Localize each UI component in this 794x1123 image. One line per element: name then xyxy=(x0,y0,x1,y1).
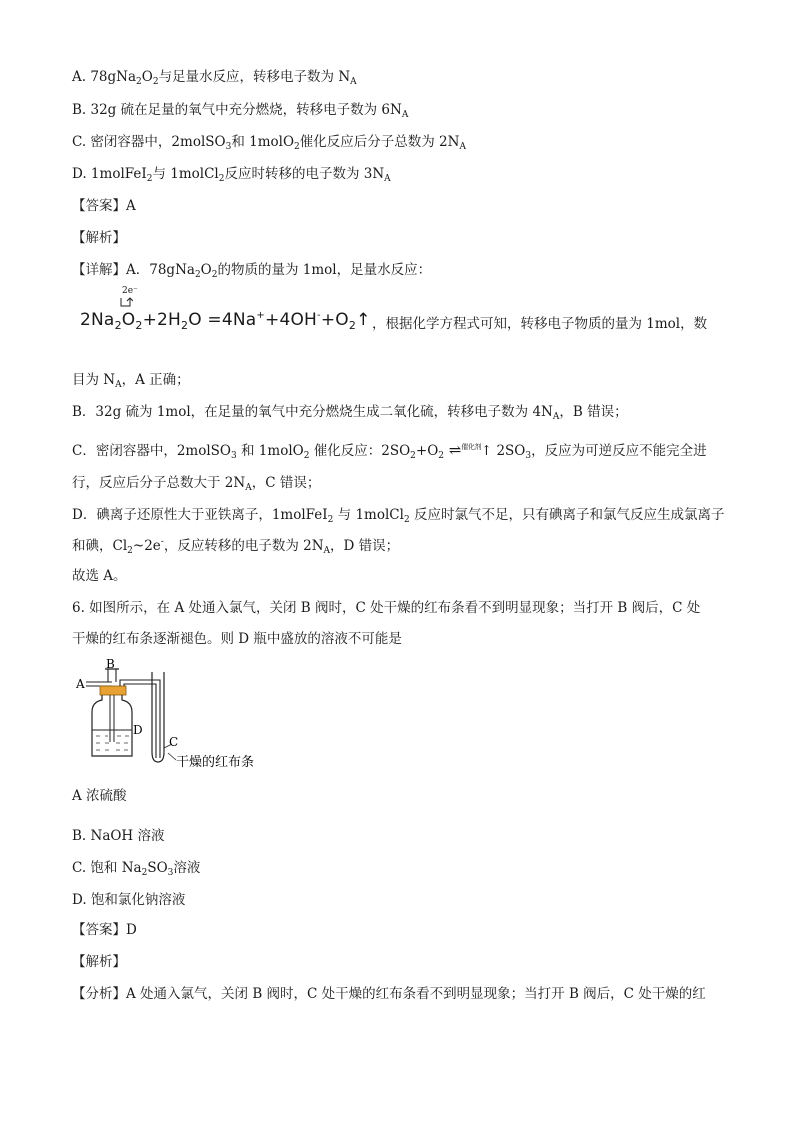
option-d: D. 1molFeI$_2$与 1molCl$_2$反应时转移的电子数为 $3N_A$ xyxy=(72,166,391,184)
detail-a: 【详解】A．$78gNa_2O_2$的物质的量为 1mol，足量水反应： xyxy=(72,262,432,280)
analysis-text: 【分析】A 处通入氯气，关闭 B 阀时，C 处干燥的红布条看不到明显现象；当打开 B 阀后，C 处干燥的红 xyxy=(72,986,706,1002)
label-c: C xyxy=(169,735,179,749)
analysis-label: 【解析】 xyxy=(72,230,126,246)
option-a: A. $78gNa_2O_2$与足量水反应，转移电子数为 $N_A$ xyxy=(72,69,357,87)
apparatus-diagram xyxy=(72,658,312,773)
electron-transfer-label: 2e⁻ xyxy=(122,286,138,296)
q6-option-d: D. 饱和氯化钠溶液 xyxy=(72,892,186,908)
question-6-line1: 6. 如图所示，在 A 处通入氯气，关闭 B 阀时，C 处干燥的红布条看不到明显现象；当打开 B 阀后，C 处 xyxy=(72,600,701,616)
label-red-cloth: 干燥的红布条 xyxy=(176,755,255,770)
answer-label-2: 【答案】D xyxy=(72,922,137,938)
detail-c-line2: 行，反应后分子总数大于 $2N_A$，C 错误； xyxy=(72,475,321,493)
choose-line: 故选 A。 xyxy=(72,568,127,584)
label-d: D xyxy=(133,723,143,737)
detail-a-cont: 目为 $N_A$，A 正确； xyxy=(72,372,190,390)
equation-tail: ，根据化学方程式可知，转移电子物质的量为 1mol，数 xyxy=(372,316,708,332)
option-b: B. 32g 硫在足量的氧气中充分燃烧，转移电子数为 $6N_A$ xyxy=(72,102,409,120)
bottle-stopper xyxy=(100,686,126,695)
detail-d-line1: D．碘离子还原性大于亚铁离子，1molFeI$_2$ 与 1molCl$_2$ 反应时氯气不足，只有碘离子和氯气反应生成氯离子 xyxy=(72,507,725,525)
q6-option-b: B. NaOH 溶液 xyxy=(72,828,165,844)
answer-label: 【答案】A xyxy=(72,198,136,214)
q6-option-a: A 浓硫酸 xyxy=(72,788,127,804)
q6-option-c: C. 饱和 $Na_2SO_3$溶液 xyxy=(72,860,201,878)
detail-d-line2: 和碘，$Cl_2\sim 2e^-$，反应转移的电子数为 $2N_A$，D 错误； xyxy=(72,537,400,556)
label-b: B xyxy=(106,658,115,671)
option-c: C. 密闭容器中，2molSO$_3$和 1molO$_2$催化反应后分子总数为 $2N_A$ xyxy=(72,134,466,152)
question-6-line2: 干燥的红布条逐渐褪色。则 D 瓶中盛放的溶液不可能是 xyxy=(72,631,402,647)
detail-c-line1: C．密闭容器中，2molSO$_3$ 和 1molO$_2$ 催化反应：$2SO_2+O_2$ ⇌$^{催化剂}$↑ $2SO_3$，反应为可逆反应不能完全进 xyxy=(72,441,707,461)
detail-b: B．32g 硫为 1mol，在足量的氧气中充分燃烧生成二氧化硫，转移电子数为 $4N_A$，B 错误； xyxy=(72,404,628,422)
chemical-equation: $2Na_2O_2+2H_2O$ $=4Na^++4OH^-+O_2↑$ xyxy=(80,310,371,332)
analysis-label-2: 【解析】 xyxy=(72,954,126,970)
label-a: A xyxy=(76,677,85,691)
